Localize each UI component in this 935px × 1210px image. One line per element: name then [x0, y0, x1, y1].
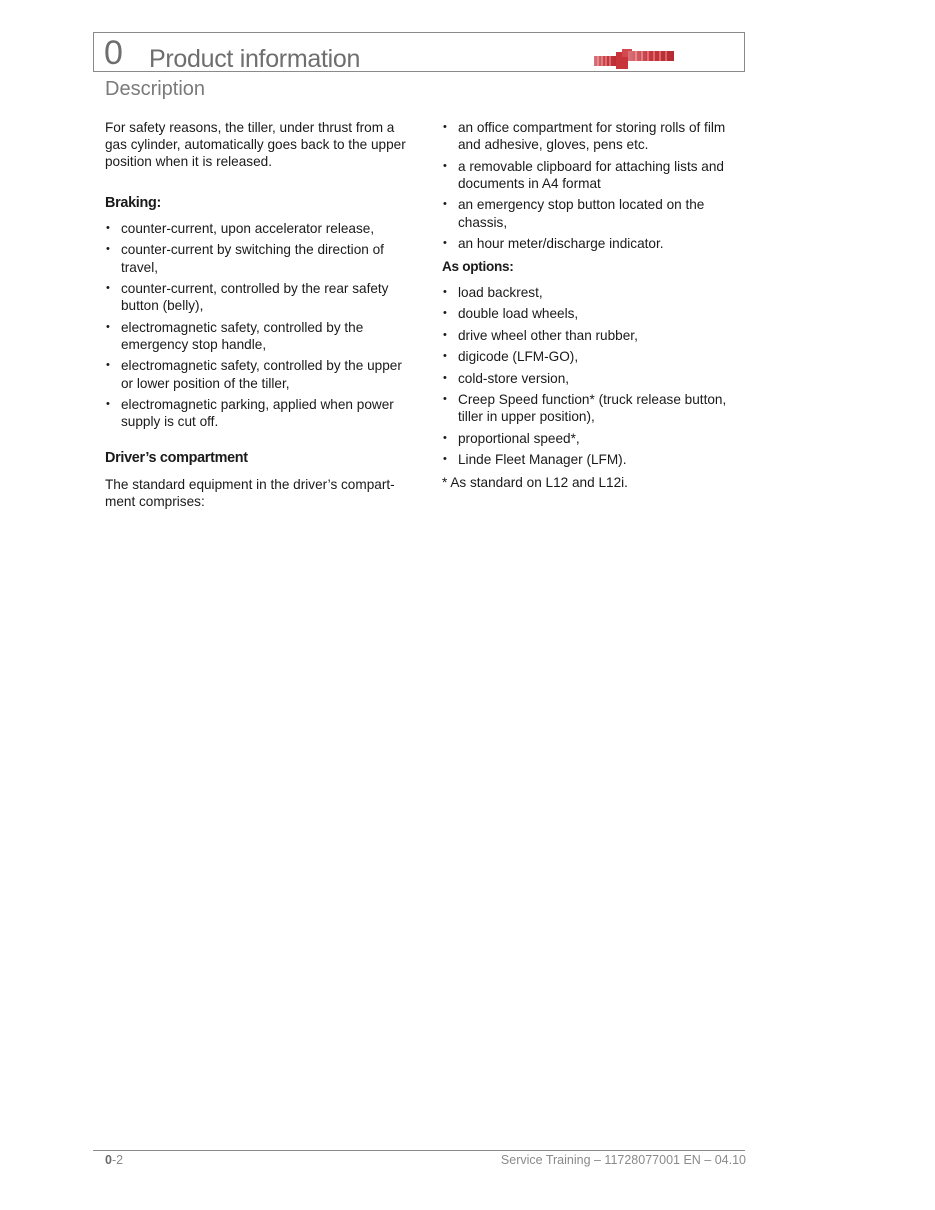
- list-item: • electromagnetic safety, controlled by the emergency stop handle,: [105, 319, 410, 353]
- braking-list: [105, 220, 410, 431]
- chapter-number: 0: [104, 34, 123, 72]
- list-item: • counter-current by switching the direction of travel,: [105, 241, 410, 275]
- intro-paragraph: For safety reasons, the tiller, under thrust from a gas cylinder, automatically goes back to the upper position when it is released.: [105, 120, 406, 170]
- footnote: * As standard on L12 and L12i.: [442, 475, 628, 491]
- list-item: • proportional speed*,: [442, 430, 747, 447]
- list-item: • an office compartment for storing rolls of film and adhesive, gloves, pens etc.: [442, 119, 747, 153]
- list-item: • electromagnetic safety, controlled by the upper or lower position of the tiller,: [105, 357, 410, 391]
- page-chapter: 0: [105, 1153, 112, 1167]
- right-column: [442, 119, 747, 492]
- document-reference: Service Training – 11728077001 EN – 04.10: [500, 1153, 746, 1167]
- footer-rule: [93, 1150, 745, 1151]
- list-item: • Linde Fleet Manager (LFM).: [442, 451, 747, 468]
- page-suffix: -2: [111, 1153, 124, 1167]
- options-list: [442, 284, 747, 469]
- list-item: • cold-store version,: [442, 370, 747, 387]
- drivers-compartment-text: The standard equipment in the driver’s compart-ment comprises:: [105, 476, 395, 509]
- drivers-compartment-heading: Driver’s compartment: [105, 449, 248, 466]
- list-item: • counter-current, upon accelerator release,: [105, 220, 410, 237]
- braking-heading: Braking:: [105, 194, 161, 211]
- list-item: • digicode (LFM-GO),: [442, 348, 747, 365]
- list-item: • an emergency stop button located on the chassis,: [442, 196, 747, 230]
- left-column: [105, 119, 410, 510]
- standard-equipment-list: [442, 119, 747, 252]
- list-item: • counter-current, controlled by the rear safety button (belly),: [105, 280, 410, 314]
- list-item: • drive wheel other than rubber,: [442, 327, 747, 344]
- list-item: • double load wheels,: [442, 305, 747, 322]
- chapter-title: Product information: [149, 45, 361, 73]
- list-item: • electromagnetic parking, applied when power supply is cut off.: [105, 396, 410, 430]
- list-item: • load backrest,: [442, 284, 747, 301]
- list-item: • Creep Speed function* (truck release button, tiller in upper position),: [442, 391, 747, 425]
- page-number: [105, 1153, 123, 1167]
- linde-logo-graphic: [594, 47, 674, 69]
- options-heading: As options:: [442, 259, 514, 275]
- list-item: • an hour meter/discharge indicator.: [442, 235, 747, 252]
- section-title: Description: [105, 78, 206, 100]
- list-item: • a removable clipboard for attaching lists and documents in A4 format: [442, 158, 747, 192]
